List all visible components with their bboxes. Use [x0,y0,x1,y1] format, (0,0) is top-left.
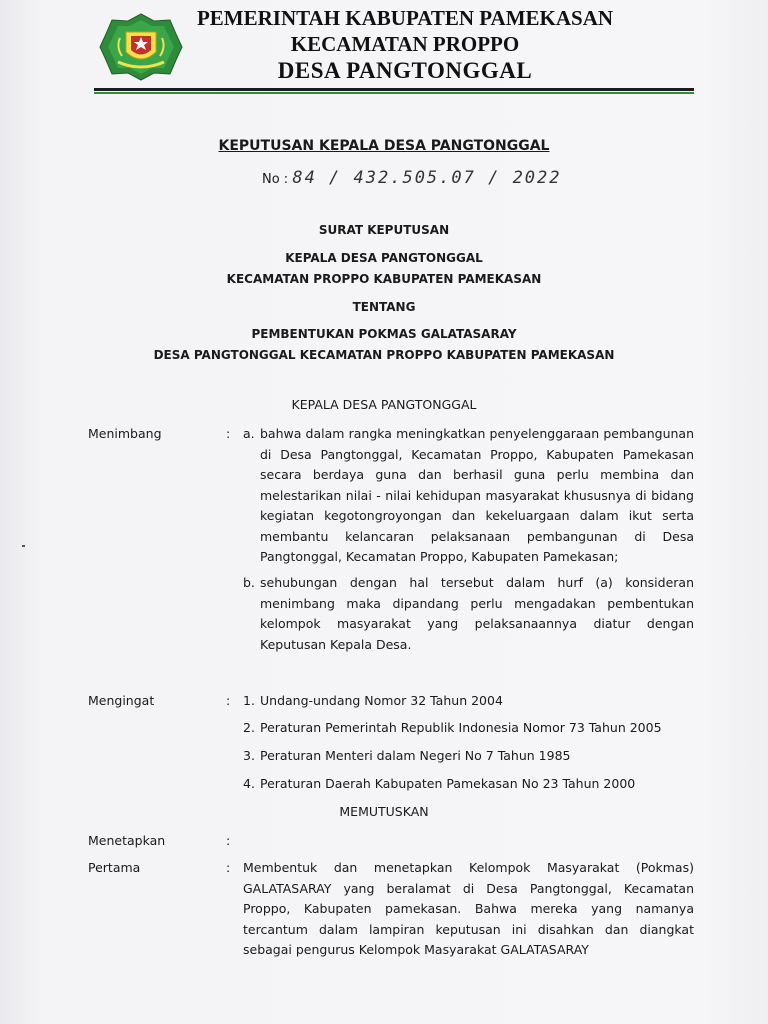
menimbang-b-text: sehubungan dengan hal tersebut dalam hurf (a) konsideran menimbang maka dipandang perlu mengadakan pembentukan kelompok masyarakat yang pelaksanaannya diatur dengan Keputusan Kepala Desa. [260,575,694,652]
mengingat-marker-2: 2. [243,720,255,735]
menimbang-a-text: bahwa dalam rangka meningkatkan penyelenggaraan pembangunan di Desa Pangtonggal, Kecamatan Proppo, Kabupaten Pamekasan secara berdaya guna dan berhasil guna perlu membina dan melestarikan nilai - nilai kehidupan masyarakat khususnya di bidang kegiatan kegotongroyongan dan kekeluargaan dalam ikut serta membantu kelancaran pelaksanaan pembangunan di Desa Pangtonggal, Kecamatan Proppo, Kabupaten Pamekasan; [260,426,694,564]
menetapkan-colon: : [226,833,231,848]
mengingat-marker-1: 1. [243,693,255,708]
letterhead-line-1: PEMERINTAH KABUPATEN PAMEKASAN [196,6,614,30]
menimbang-label: Menimbang [88,426,162,441]
menimbang-colon: : [226,426,231,441]
mengingat-marker-3: 3. [243,748,255,763]
mengingat-item-4: Peraturan Daerah Kabupaten Pamekasan No 23 Tahun 2000 [260,776,636,791]
decree-number [262,168,562,188]
letterhead-line-2: KECAMATAN PROPPO [290,32,520,56]
menimbang-b-marker: b. [243,575,255,590]
pertama-label: Pertama [88,860,141,875]
subject-line-1: PEMBENTUKAN POKMAS GALATASARAY [251,327,517,341]
decree-number-value: 84 / 432.505.07 / 2022 [292,168,562,188]
mengingat-item-1: Undang-undang Nomor 32 Tahun 2004 [260,693,503,708]
decree-title-text: KEPUTUSAN KEPALA DESA PANGTONGGAL [218,138,550,154]
letterhead-rule [94,88,694,91]
pertama-colon: : [226,860,231,875]
letterhead-rule-green [94,92,694,94]
kepala-desa-heading: KEPALA DESA PANGTONGGAL [285,251,483,265]
kecamatan-heading: KECAMATAN PROPPO KABUPATEN PAMEKASAN [226,272,542,286]
subject-line-2: DESA PANGTONGGAL KECAMATAN PROPPO KABUPATEN PAMEKASAN [153,348,615,362]
decree-number-label: No : [262,172,289,187]
pertama-text: Membentuk dan menetapkan Kelompok Masyarakat (Pokmas) GALATASARAY yang beralamat di Desa Pangtonggal, Kecamatan Proppo, Kabupaten pamekasan. Bahwa mereka yang namanya tercantum dalam lampiran keputusan ini disahkan dan diangkat sebagai pengurus Kelompok Masyarakat GALATASARAY [243,860,694,957]
decree-title [0,138,768,154]
scan-speck [22,545,25,547]
signer-heading: KEPALA DESA PANGTONGGAL [291,397,477,412]
mengingat-label: Mengingat [88,693,155,708]
mengingat-item-2: Peraturan Pemerintah Republik Indonesia Nomor 73 Tahun 2005 [260,720,662,735]
tentang-heading: TENTANG [352,300,416,314]
mengingat-colon: : [226,693,231,708]
surat-keputusan: SURAT KEPUTUSAN [318,223,450,237]
mengingat-marker-4: 4. [243,776,255,791]
mengingat-item-3: Peraturan Menteri dalam Negeri No 7 Tahun 1985 [260,748,571,763]
memutuskan-heading: MEMUTUSKAN [339,804,429,819]
menetapkan-label: Menetapkan [88,833,166,848]
letterhead-line-3: DESA PANGTONGGAL [277,58,533,83]
menimbang-a-marker: a. [243,426,255,441]
